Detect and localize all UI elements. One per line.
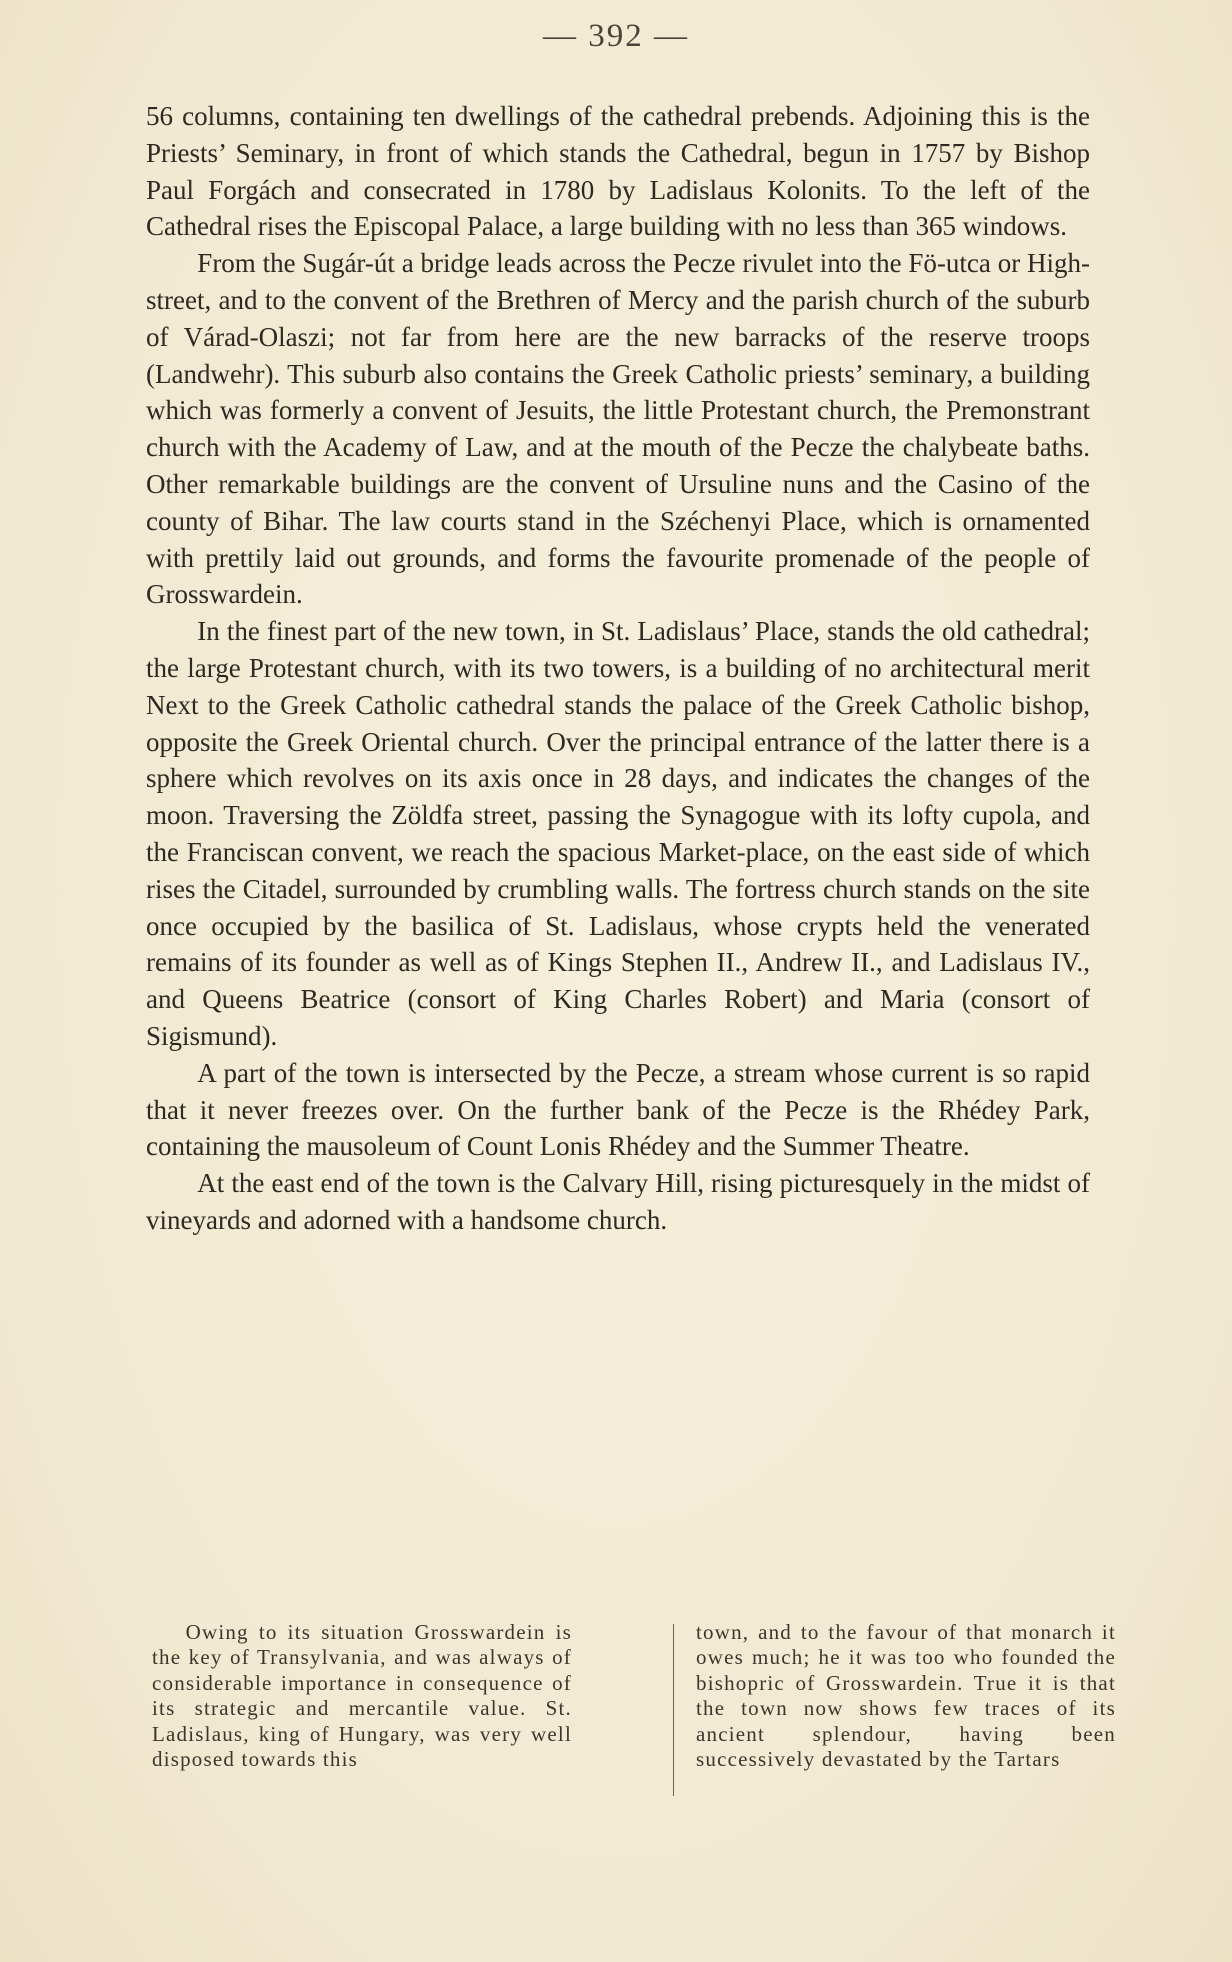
column-divider <box>673 1624 674 1796</box>
footnote-right-text: town, and to the favour of that monarch it owes much; he it was too who founded the bishopric of Grosswardein. True it is that the town now shows few traces of its ancient splendour, having been successively devastated by the Tartars <box>696 1620 1116 1772</box>
paragraph-2: From the Sugár-út a bridge leads across the Pecze rivulet into the Fö-utca or High-street, and to the convent of the Brethren of Mercy and the parish church of the suburb of Várad-Olaszi; not far from here are the new barracks of the reserve troops (Landwehr). This suburb also contains the Greek Catholic priests’ seminary, a building which was formerly a convent of Jesuits, the little Protestant church, the Premonstrant church with the Academy of Law, and at the mouth of the Pecze the chalybeate baths. Other remarkable buildings are the convent of Ursuline nuns and the Casino of the county of Bihar. The law courts stand in the Széchenyi Place, which is ornamented with prettily laid out grounds, and forms the favourite promenade of the people of Grosswardein. <box>146 248 1090 610</box>
footnote-right-column <box>696 1620 1116 1772</box>
footnote-left-text: Owing to its situation Grosswardein is the key of Transylvania, and was always of considerable importance in consequence of its strategic and mercantile value. St. Ladislaus, king of Hungary, was very well disposed towards this <box>152 1620 572 1772</box>
paragraph-4: A part of the town is intersected by the Pecze, a stream whose current is so rapid that it never freezes over. On the further bank of the Pecze is the Rhédey Park, containing the mausoleum of Count Lonis Rhédey and the Summer Theatre. <box>146 1057 1090 1162</box>
footnote-section <box>146 1620 1116 1820</box>
paragraph-3: In the finest part of the new town, in St. Ladislaus’ Place, stands the old cathedral; the large Protestant church, with its two towers, is a building of no architectural merit Next to the Greek Catholic cathedral stands the palace of the Greek Catholic bishop, opposite the Greek Oriental church. Over the principal entrance of the latter there is a sphere which revolves on its axis once in 28 days, and indicates the changes of the moon. Traversing the Zöldfa street, passing the Synagogue with its lofty cupola, and the Franciscan convent, we reach the spacious Market-place, on the east side of which rises the Citadel, surrounded by crumbling walls. The fortress church stands on the site once occupied by the basilica of St. Ladislaus, whose crypts held the venerated remains of its founder as well as of Kings Stephen II., Andrew II., and Ladislaus IV., and Queens Beatrice (consort of King Charles Robert) and Maria (consort of Sigismund). <box>146 616 1090 1051</box>
main-text-body <box>146 98 1090 1239</box>
footnote-left-column <box>152 1620 572 1772</box>
paragraph-1: 56 columns, containing ten dwellings of the cathedral prebends. Adjoining this is the Priests’ Seminary, in front of which stands the Cathedral, begun in 1757 by Bishop Paul Forgách and consecrated in 1780 by Ladislaus Kolonits. To the left of the Cathedral rises the Episcopal Palace, a large building with no less than 365 windows. <box>146 101 1090 242</box>
page-number: — 392 — <box>543 18 689 54</box>
paragraph-5: At the east end of the town is the Calvary Hill, rising picturesquely in the midst of vineyards and adorned with a handsome church. <box>146 1168 1090 1235</box>
